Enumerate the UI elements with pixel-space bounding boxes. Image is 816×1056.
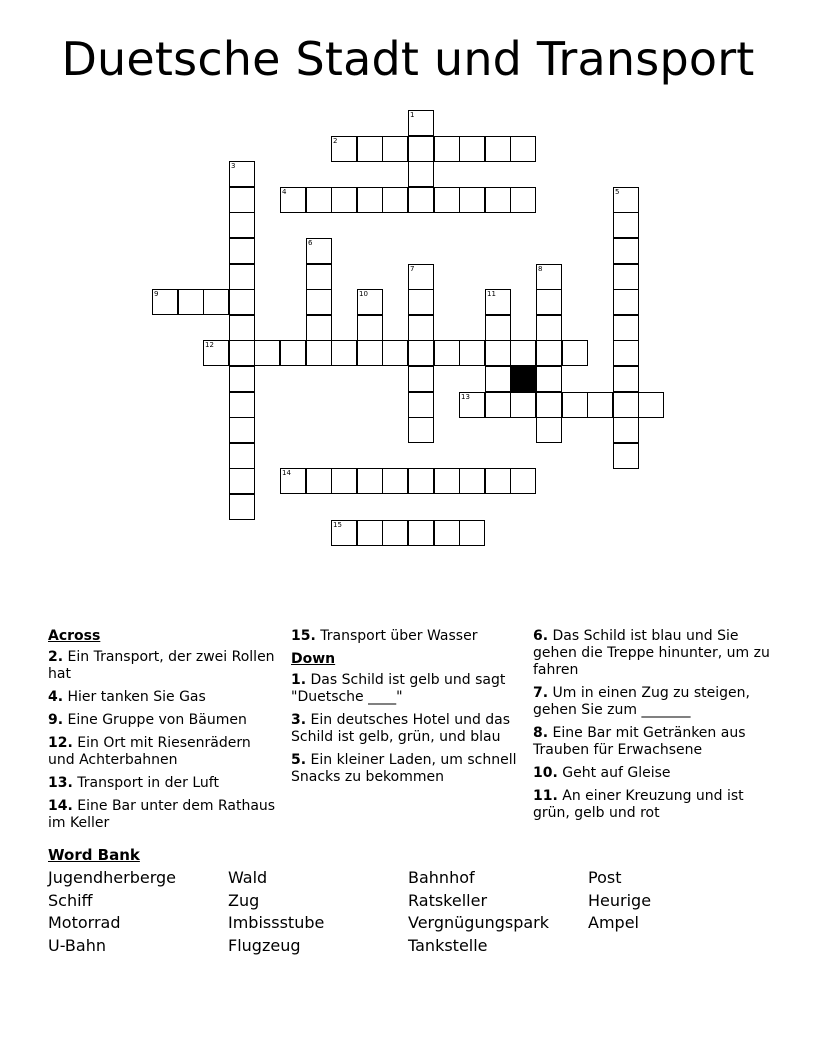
word-bank-item: Post <box>588 868 622 887</box>
word-bank-item: Imbissstube <box>228 913 325 932</box>
cell-number: 3 <box>231 162 236 170</box>
cell-number: 12 <box>205 341 214 349</box>
grid-cell[interactable] <box>510 468 536 494</box>
clue-down-1: 1. Das Schild ist gelb und sagt "Duetsche ____" <box>291 672 506 705</box>
clue-across-13: 13. Transport in der Luft <box>48 775 219 791</box>
grid-cell[interactable] <box>434 136 460 162</box>
cell-number: 2 <box>333 137 338 145</box>
grid-cell[interactable] <box>613 238 639 264</box>
grid-cell[interactable] <box>536 264 562 290</box>
grid-cell[interactable] <box>382 187 408 213</box>
black-cell <box>510 366 536 392</box>
grid-cell[interactable] <box>613 392 639 418</box>
grid-cell[interactable] <box>229 340 255 366</box>
word-bank-item: Ratskeller <box>408 890 488 910</box>
grid-cell[interactable] <box>613 315 639 341</box>
grid-cell[interactable] <box>229 443 255 469</box>
grid-cell[interactable] <box>485 392 511 418</box>
word-bank-item: Wald <box>228 868 268 887</box>
word-bank-item: Zug <box>228 890 260 910</box>
grid-cell[interactable] <box>331 340 357 366</box>
clue-across-4: 4. Hier tanken Sie Gas <box>48 689 206 705</box>
grid-cell[interactable] <box>229 187 255 213</box>
grid-cell[interactable] <box>536 289 562 315</box>
grid-cell[interactable] <box>408 417 434 443</box>
grid-cell[interactable] <box>280 340 306 366</box>
word-bank-title: Word Bank <box>48 846 140 864</box>
grid-cell[interactable] <box>229 161 255 187</box>
grid-cell[interactable] <box>510 340 536 366</box>
clue-down-8: 8. Eine Bar mit Getränken aus Trauben für Erwachsene <box>533 725 746 758</box>
clues-column-2 <box>291 628 523 792</box>
grid-cell[interactable] <box>434 520 460 546</box>
clue-across-12: 12. Ein Ort mit Riesenrädern und Achterbahnen <box>48 735 251 768</box>
cell-number: 6 <box>308 239 313 247</box>
grid-cell[interactable] <box>357 187 383 213</box>
grid-cell[interactable] <box>613 212 639 238</box>
clue-down-6: 6. Das Schild ist blau und Sie gehen die Treppe hinunter, um zu fahren <box>533 628 770 678</box>
grid-cell[interactable] <box>536 392 562 418</box>
grid-cell[interactable] <box>408 110 434 136</box>
grid-cell[interactable] <box>485 136 511 162</box>
grid-cell[interactable] <box>280 468 306 494</box>
grid-cell[interactable] <box>306 264 332 290</box>
grid-cell[interactable] <box>357 136 383 162</box>
word-bank-item: Ampel <box>588 913 639 932</box>
grid-cell[interactable] <box>485 340 511 366</box>
word-bank-item: Flugzeug <box>228 935 301 955</box>
grid-cell[interactable] <box>229 212 255 238</box>
grid-cell[interactable] <box>434 468 460 494</box>
clue-down-11: 11. An einer Kreuzung und ist grün, gelb und rot <box>533 788 744 821</box>
grid-cell[interactable] <box>485 366 511 392</box>
cell-number: 9 <box>154 290 159 298</box>
grid-cell[interactable] <box>331 468 357 494</box>
cell-number: 7 <box>410 265 415 273</box>
grid-cell[interactable] <box>485 468 511 494</box>
word-bank-item: Jugendherberge <box>48 868 177 887</box>
across-heading: Across <box>48 628 101 644</box>
grid-cell[interactable] <box>638 392 664 418</box>
clues-column-1 <box>48 628 278 838</box>
grid-cell[interactable] <box>408 289 434 315</box>
word-bank-item: Bahnhof <box>408 868 475 887</box>
grid-cell[interactable] <box>536 366 562 392</box>
grid-cell[interactable] <box>613 443 639 469</box>
grid-cell[interactable] <box>459 340 485 366</box>
grid-cell[interactable] <box>408 366 434 392</box>
cell-number: 5 <box>615 188 620 196</box>
grid-cell[interactable] <box>229 468 255 494</box>
grid-cell[interactable] <box>408 468 434 494</box>
cell-number: 13 <box>461 393 470 401</box>
grid-cell[interactable] <box>485 289 511 315</box>
grid-cell[interactable] <box>587 392 613 418</box>
clue-down-10: 10. Geht auf Gleise <box>533 765 671 781</box>
page-title: Duetsche Stadt und Transport <box>61 32 755 86</box>
clue-across-9: 9. Eine Gruppe von Bäumen <box>48 712 247 728</box>
grid-cell[interactable] <box>229 264 255 290</box>
grid-cell[interactable] <box>408 315 434 341</box>
clue-across-14: 14. Eine Bar unter dem Rathaus im Keller <box>48 798 276 831</box>
grid-cell[interactable] <box>613 340 639 366</box>
grid-cell[interactable] <box>152 289 178 315</box>
grid-cell[interactable] <box>510 136 536 162</box>
grid-cell[interactable] <box>613 417 639 443</box>
grid-cell[interactable] <box>229 417 255 443</box>
grid-cell[interactable] <box>459 136 485 162</box>
grid-cell[interactable] <box>459 468 485 494</box>
grid-cell[interactable] <box>306 187 332 213</box>
grid-cell[interactable] <box>306 340 332 366</box>
grid-cell[interactable] <box>306 238 332 264</box>
grid-cell[interactable] <box>562 340 588 366</box>
grid-cell[interactable] <box>536 340 562 366</box>
grid-cell[interactable] <box>306 289 332 315</box>
grid-cell[interactable] <box>357 289 383 315</box>
grid-cell[interactable] <box>331 187 357 213</box>
grid-cell[interactable] <box>306 315 332 341</box>
grid-cell[interactable] <box>203 340 229 366</box>
cell-number: 14 <box>282 469 291 477</box>
grid-cell[interactable] <box>229 238 255 264</box>
grid-cell[interactable] <box>613 187 639 213</box>
grid-cell[interactable] <box>357 520 383 546</box>
grid-cell[interactable] <box>459 520 485 546</box>
grid-cell[interactable] <box>331 520 357 546</box>
word-bank-item: U-Bahn <box>48 935 106 955</box>
grid-cell[interactable] <box>306 468 332 494</box>
grid-cell[interactable] <box>254 340 280 366</box>
grid-cell[interactable] <box>510 187 536 213</box>
grid-cell[interactable] <box>485 315 511 341</box>
grid-cell[interactable] <box>434 340 460 366</box>
grid-cell[interactable] <box>357 340 383 366</box>
grid-cell[interactable] <box>613 264 639 290</box>
clue-down-7: 7. Um in einen Zug zu steigen, gehen Sie zum _______ <box>533 685 750 718</box>
clues-column-3 <box>533 628 773 828</box>
word-bank-item: Vergnügungspark <box>408 913 550 932</box>
cell-number: 4 <box>282 188 287 196</box>
grid-cell[interactable] <box>459 392 485 418</box>
clue-down-5: 5. Ein kleiner Laden, um schnell Snacks zu bekommen <box>291 752 517 785</box>
cell-number: 8 <box>538 265 543 273</box>
word-bank-item: Schiff <box>48 890 93 910</box>
grid-cell[interactable] <box>357 315 383 341</box>
grid-cell[interactable] <box>408 520 434 546</box>
grid-cell[interactable] <box>510 392 536 418</box>
cell-number: 10 <box>359 290 368 298</box>
grid-cell[interactable] <box>203 289 229 315</box>
word-bank-item: Motorrad <box>48 913 121 932</box>
grid-cell[interactable] <box>382 340 408 366</box>
grid-cell[interactable] <box>613 366 639 392</box>
grid-cell[interactable] <box>331 136 357 162</box>
grid-cell[interactable] <box>613 289 639 315</box>
grid-cell[interactable] <box>382 468 408 494</box>
grid-cell[interactable] <box>408 392 434 418</box>
grid-cell[interactable] <box>382 520 408 546</box>
grid-cell[interactable] <box>357 468 383 494</box>
grid-cell[interactable] <box>229 315 255 341</box>
grid-cell[interactable] <box>408 264 434 290</box>
grid-cell[interactable] <box>229 392 255 418</box>
grid-cell[interactable] <box>562 392 588 418</box>
grid-cell[interactable] <box>485 187 511 213</box>
grid-cell[interactable] <box>434 187 460 213</box>
cell-number: 15 <box>333 521 342 529</box>
clue-across-15: 15. Transport über Wasser <box>291 628 478 644</box>
word-bank-item: Heurige <box>588 890 652 910</box>
grid-cell[interactable] <box>408 187 434 213</box>
grid-cell[interactable] <box>408 136 434 162</box>
grid-cell[interactable] <box>536 315 562 341</box>
cell-number: 11 <box>487 290 496 298</box>
grid-cell[interactable] <box>280 187 306 213</box>
grid-cell[interactable] <box>408 161 434 187</box>
grid-cell[interactable] <box>178 289 204 315</box>
grid-cell[interactable] <box>229 289 255 315</box>
cell-number: 1 <box>410 111 415 119</box>
clue-down-3: 3. Ein deutsches Hotel und das Schild ist gelb, grün, und blau <box>291 712 511 745</box>
down-heading: Down <box>291 651 336 667</box>
grid-cell[interactable] <box>408 340 434 366</box>
grid-cell[interactable] <box>229 366 255 392</box>
grid-cell[interactable] <box>382 136 408 162</box>
grid-cell[interactable] <box>459 187 485 213</box>
word-bank-item: Tankstelle <box>408 935 488 955</box>
grid-cell[interactable] <box>229 494 255 520</box>
grid-cell[interactable] <box>536 417 562 443</box>
clue-across-2: 2. Ein Transport, der zwei Rollen hat <box>48 649 275 682</box>
